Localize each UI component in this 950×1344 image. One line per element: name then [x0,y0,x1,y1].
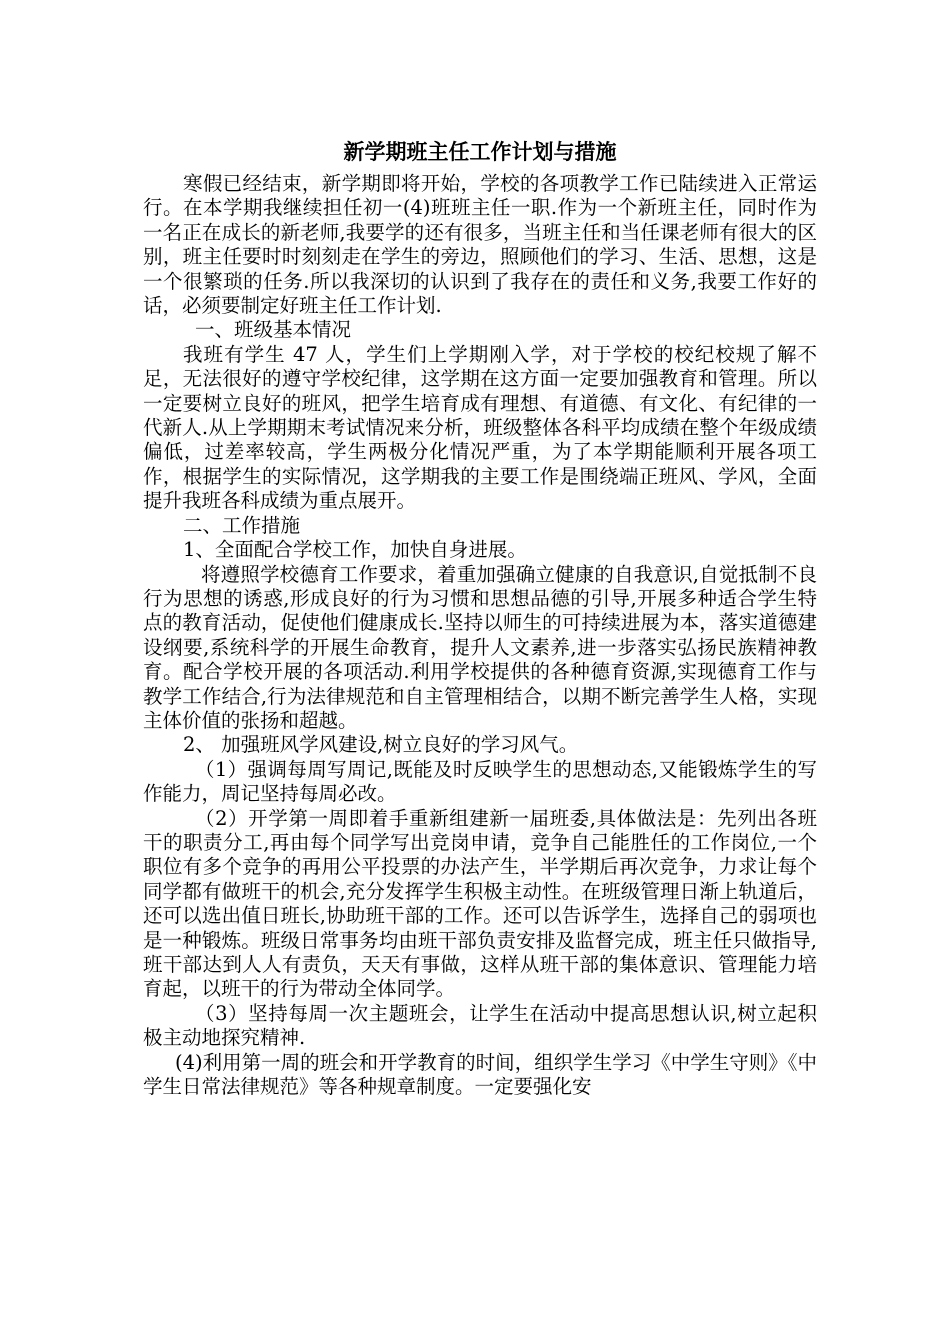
subheading-2: 2、 加强班风学风建设,树立良好的学习风气。 [183,733,579,757]
document-page [143,132,817,1099]
paragraph-item-3: （3）坚持每周一次主题班会，让学生在活动中提高思想认识,树立起积极主动地探究精神. [143,1001,817,1050]
paragraph-class-situation: 我班有学生 47 人，学生们上学期刚入学，对于学校的校纪校规了解不足，无法很好的遵守学校纪律，这学期在这方面一定要加强教育和管理。所以一定要树立良好的班风，把学生培育成有理想、有道德、有文化、有纪律的一代新人.从上学期期末考试情况来分析，班级整体各科平均成绩在整个年级成绩偏低，过差率较高，学生两极分化情况严重，为了本学期能顺利开展各项工作，根据学生的实际情况，这学期我的主要工作是围绕端正班风、学风，全面提升我班各科成绩为重点展开。 [143,342,817,513]
paragraph-item-4: (4)利用第一周的班会和开学教育的时间，组织学生学习《中学生守则》《中学生日常法律规范》等各种规章制度。一定要强化安 [143,1050,817,1099]
paragraph-measure-1: 将遵照学校德育工作要求，着重加强确立健康的自我意识,自觉抵制不良行为思想的诱惑,形成良好的行为习惯和思想品德的引导,开展多种适合学生特点的教育活动，促使他们健康成长.坚持以师生的可持续进展为本，落实道德建设纲要,系统科学的开展生命教育，提升人文素养,进一步落实弘扬民族精神教育。配合学校开展的各项活动.利用学校提供的各种德育资源,实现德育工作与教学工作结合,行为法律规范和自主管理相结合，以期不断完善学生人格，实现主体价值的张扬和超越。 [143,562,817,732]
paragraph-item-2: （2）开学第一周即着手重新组建新一届班委,具体做法是：先列出各班干的职责分工,再由每个同学写出竞岗申请，竞争自己能胜任的工作岗位,一个职位有多个竞争的再用公平投票的办法产生，半学期后再次竞争，力求让每个同学都有做班干的机会,充分发挥学生积极主动性。在班级管理日渐上轨道后，还可以选出值日班长,协助班干部的工作。还可以告诉学生，选择自己的弱项也是一种锻炼。班级日常事务均由班干部负责安排及监督完成，班主任只做指导,班干部达到人人有责负，天天有事做，这样从班干部的集体意识、管理能力培育起，以班干的行为带动全体同学。 [143,806,817,1001]
section-heading-2: 二、工作措施 [183,513,301,537]
document-title: 新学期班主任工作计划与措施 [343,139,617,164]
section-heading-1: 一、班级基本情况 [195,318,352,342]
subheading-1: 1、全面配合学校工作，加快自身进展。 [183,538,527,562]
paragraph-item-1: （1）强调每周写周记,既能及时反映学生的思想动态,又能锻炼学生的写作能力，周记坚持每周必改。 [143,757,817,806]
paragraph-intro: 寒假已经结束，新学期即将开始，学校的各项教学工作已陆续进入正常运行。在本学期我继续担任初一(4)班班主任一职.作为一个新班主任，同时作为一名正在成长的新老师,我要学的还有很多，当班主任和当任课老师有很大的区别，班主任要时时刻刻走在学生的旁边，照顾他们的学习、生活、思想，这是一个很繁琐的任务.所以我深切的认识到了我存在的责任和义务,我要工作好的话，必须要制定好班主任工作计划. [143,172,817,318]
